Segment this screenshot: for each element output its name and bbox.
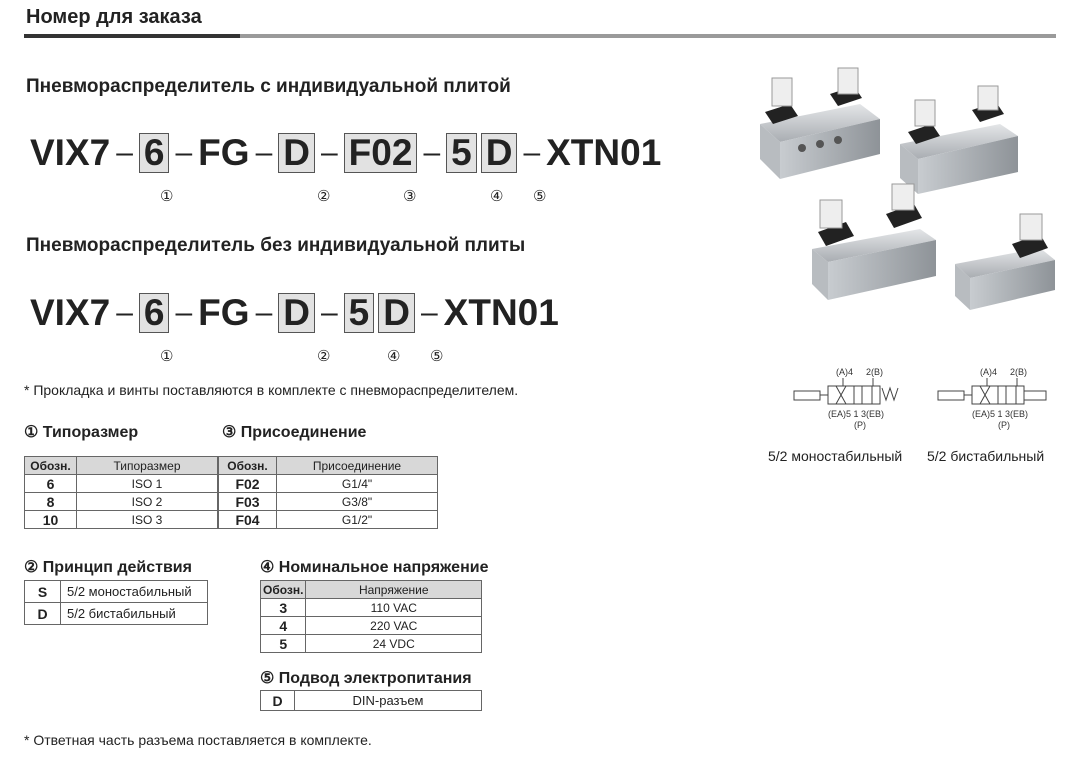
size-col-code: Обозн.	[25, 457, 77, 475]
size-value: ISO 2	[77, 493, 218, 511]
table-row	[25, 475, 218, 493]
port-table	[218, 456, 438, 529]
voltage-code: 5	[261, 635, 306, 653]
table-row	[219, 511, 438, 529]
power-table	[260, 690, 482, 711]
bi-symbol	[932, 364, 1052, 436]
code-size-box: 6	[139, 293, 170, 333]
port-label-b2: 2(B)	[866, 367, 884, 377]
power-code: D	[261, 691, 295, 711]
section2-heading: Пневмораспределитель без индивидуальной плиты	[26, 235, 526, 256]
voltage-table	[260, 580, 482, 653]
code-fg: FG	[198, 132, 250, 173]
code-suffix: XTN01	[546, 132, 662, 173]
table-row	[261, 635, 482, 653]
port-label-b2: 2(B)	[1010, 367, 1028, 377]
size-code: 10	[25, 511, 77, 529]
code-dash: –	[255, 136, 273, 169]
power-heading: ⑤ Подвод электропитания	[260, 670, 472, 687]
principle-heading: ② Принцип действия	[24, 559, 192, 576]
voltage-heading: ④ Номинальное напряжение	[260, 559, 489, 576]
section2-code	[30, 292, 559, 334]
note-connector: * Ответная часть разъема поставляется в комплекте.	[24, 732, 372, 748]
voltage-value: 110 VAC	[306, 599, 482, 617]
code-dash: –	[320, 136, 338, 169]
port-label-a4: (A)4	[836, 367, 854, 377]
size-heading: ① Типоразмер	[24, 424, 139, 441]
code-size-box: 6	[139, 133, 170, 173]
table-row	[25, 493, 218, 511]
valve-photo-3	[812, 184, 936, 300]
port-label-bottom: (EA)5 1 3(EB)	[828, 409, 885, 419]
port-code: F04	[219, 511, 277, 529]
code-power-box: D	[481, 133, 518, 173]
table-row	[261, 691, 482, 711]
voltage-col-code: Обозн.	[261, 581, 306, 599]
marker-1: ①	[160, 348, 174, 365]
code-dash: –	[523, 136, 541, 169]
size-table	[24, 456, 218, 529]
code-series: VIX7	[30, 292, 111, 333]
code-principle-box: D	[278, 133, 315, 173]
mono-caption: 5/2 моностабильный	[768, 448, 903, 464]
marker-5: ⑤	[533, 188, 547, 205]
valve-photo-4	[955, 214, 1055, 310]
port-value: G1/2"	[277, 511, 438, 529]
voltage-code: 3	[261, 599, 306, 617]
code-fg: FG	[198, 292, 250, 333]
size-col-size: Типоразмер	[77, 457, 218, 475]
table-row	[25, 581, 208, 603]
size-value: ISO 3	[77, 511, 218, 529]
code-dash: –	[116, 136, 133, 169]
principle-table	[24, 580, 208, 625]
code-principle-box: D	[278, 293, 315, 333]
product-photos	[750, 64, 1070, 314]
table-row	[261, 599, 482, 617]
voltage-col-voltage: Напряжение	[306, 581, 482, 599]
title-rule-accent	[24, 34, 240, 38]
port-col-port: Присоединение	[277, 457, 438, 475]
port-value: G3/8"	[277, 493, 438, 511]
code-voltage-box: 5	[446, 133, 477, 173]
principle-value: 5/2 бистабильный	[61, 603, 208, 625]
section1-heading: Пневмораспределитель с индивидуальной плитой	[26, 76, 511, 97]
voltage-value: 24 VDC	[306, 635, 482, 653]
port-label-a4: (A)4	[980, 367, 998, 377]
marker-5: ⑤	[430, 348, 444, 365]
power-value: DIN-разъем	[295, 691, 482, 711]
marker-3: ③	[403, 188, 417, 205]
code-power-box: D	[378, 293, 415, 333]
note-gasket: * Прокладка и винты поставляются в комплекте с пневмораспределителем.	[24, 382, 519, 398]
table-row	[25, 511, 218, 529]
code-port-box: F02	[344, 133, 418, 173]
table-row	[25, 603, 208, 625]
marker-1: ①	[160, 188, 174, 205]
code-suffix: XTN01	[443, 292, 559, 333]
port-code: F03	[219, 493, 277, 511]
size-code: 8	[25, 493, 77, 511]
principle-code: D	[25, 603, 61, 625]
principle-code: S	[25, 581, 61, 603]
size-value: ISO 1	[77, 475, 218, 493]
port-heading: ③ Присоединение	[222, 424, 367, 441]
valve-photo-2	[900, 86, 1018, 194]
valve-photo-1	[760, 68, 880, 179]
code-dash: –	[175, 136, 193, 169]
port-label-p: (P)	[998, 420, 1010, 430]
bi-caption: 5/2 бистабильный	[927, 448, 1045, 464]
port-col-code: Обозн.	[219, 457, 277, 475]
size-code: 6	[25, 475, 77, 493]
marker-4: ④	[490, 188, 504, 205]
page-title: Номер для заказа	[26, 6, 202, 28]
marker-4: ④	[387, 348, 401, 365]
table-row	[261, 617, 482, 635]
code-dash: –	[175, 296, 193, 329]
code-dash: –	[320, 296, 338, 329]
code-voltage-box: 5	[344, 293, 375, 333]
port-code: F02	[219, 475, 277, 493]
code-series: VIX7	[30, 132, 111, 173]
port-value: G1/4"	[277, 475, 438, 493]
port-label-bottom: (EA)5 1 3(EB)	[972, 409, 1029, 419]
port-label-p: (P)	[854, 420, 866, 430]
marker-2: ②	[317, 348, 331, 365]
section1-code	[30, 132, 661, 174]
voltage-value: 220 VAC	[306, 617, 482, 635]
marker-2: ②	[317, 188, 331, 205]
table-row	[219, 475, 438, 493]
code-dash: –	[116, 296, 133, 329]
voltage-code: 4	[261, 617, 306, 635]
principle-value: 5/2 моностабильный	[61, 581, 208, 603]
mono-symbol	[788, 364, 908, 436]
code-dash: –	[423, 136, 441, 169]
code-dash: –	[255, 296, 273, 329]
code-dash: –	[420, 296, 438, 329]
table-row	[219, 493, 438, 511]
